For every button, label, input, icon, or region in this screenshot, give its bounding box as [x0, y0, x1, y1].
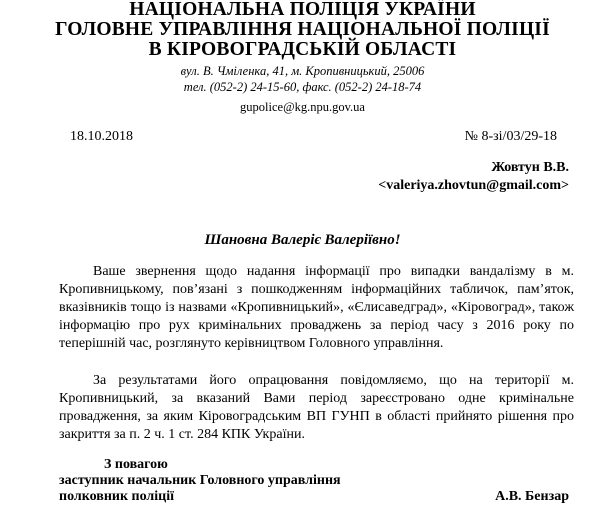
header-email: gupolice@kg.npu.gov.ua	[240, 100, 365, 114]
header-line-3: В КІРОВОГРАДСЬКІЙ ОБЛАСТІ	[148, 39, 457, 60]
recipient-email: <valeriya.zhovtun@gmail.com>	[378, 178, 569, 193]
header-address: вул. В. Чміленка, 41, м. Кропивницький, 25006	[180, 64, 425, 78]
body-paragraph-2: За результатами його опрацювання повідомляємо, що на території м. Кропивницький, за вказаний Вами період зареєстровано одне кримінальне провадження, за яким Кіровоградським ВП ГУНП в області прийнято рішення про закриття за п. 2 ч. 1 ст. 284 КПК України.	[59, 373, 574, 442]
signature-signer-name: А.В. Бензар	[495, 489, 569, 504]
body-paragraph-1: Ваше звернення щодо надання інформації про випадки вандалізму в м. Кропивницькому, пов’язані з пошкодженням інформаційних табличок, пам’яток, вказівників тощо із назвами «Кропивницький», «Єлисаведград», «Кіровоград», також інформацію про рух кримінальних проваджень за період часу з 2016 року по теперішній час, розглянуто керівництвом Головного управління.	[59, 264, 574, 351]
greeting: Шановна Валеріє Валеріївно!	[204, 232, 401, 248]
recipient-name: Жовтун В.В.	[491, 160, 569, 175]
document-date: 18.10.2018	[70, 129, 133, 144]
signature-position-line-1: заступник начальник Головного управління	[59, 473, 341, 488]
header-phones: тел. (052-2) 24-15-60, факс. (052-2) 24-18-74	[183, 80, 422, 94]
header-line-2: ГОЛОВНЕ УПРАВЛІННЯ НАЦІОНАЛЬНОЇ ПОЛІЦІЇ	[55, 19, 550, 40]
header-line-1: НАЦІОНАЛЬНА ПОЛІЦІЯ УКРАЇНИ	[129, 0, 476, 20]
signature-position-line-2: полковник поліції	[59, 489, 175, 504]
signature-closing: З повагою	[104, 457, 168, 472]
document-number: № 8-зі/03/29-18	[464, 129, 557, 144]
